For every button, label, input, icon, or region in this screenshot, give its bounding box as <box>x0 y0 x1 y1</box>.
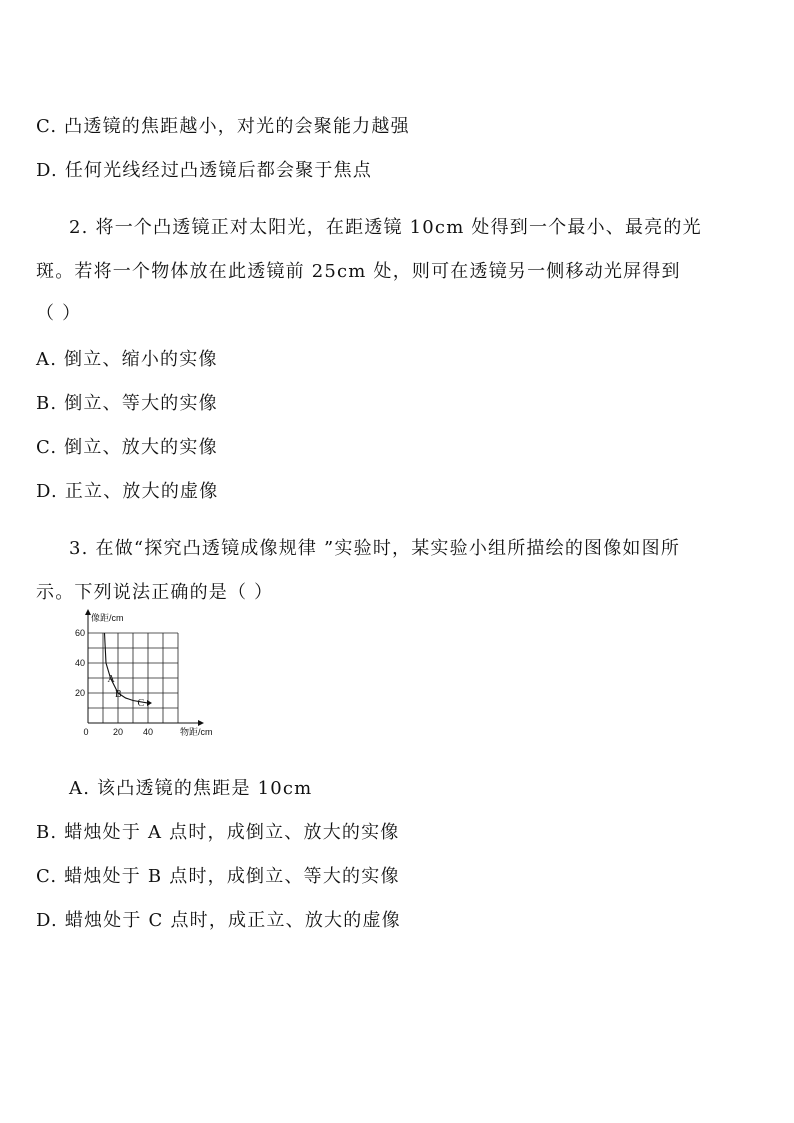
q2-option-b: B. 倒立、等大的实像 <box>36 393 218 414</box>
x-tick-label: 0 <box>83 727 89 737</box>
q2-stem-line-3: （ ） <box>36 303 82 324</box>
y-tick-label: 20 <box>74 688 85 698</box>
q1-option-d: D. 任何光线经过凸透镜后都会聚于焦点 <box>36 160 373 181</box>
data-series-line <box>105 633 149 703</box>
point-label-a: A <box>107 674 115 685</box>
y-tick-label: 40 <box>74 658 85 668</box>
q2-stem-line-2: 斑。若将一个物体放在此透镜前 25cm 处，则可在透镜另一侧移动光屏得到 <box>36 261 681 282</box>
q1-option-c: C. 凸透镜的焦距越小，对光的会聚能力越强 <box>36 116 410 137</box>
x-tick-label: 40 <box>142 727 154 737</box>
q3-option-c: C. 蜡烛处于 B 点时，成倒立、等大的实像 <box>36 866 400 887</box>
q3-option-d: D. 蜡烛处于 C 点时，成正立、放大的虚像 <box>36 910 401 931</box>
q2-option-a: A. 倒立、缩小的实像 <box>36 349 218 370</box>
chart-grid <box>88 633 178 723</box>
y-tick-label: 60 <box>74 628 85 638</box>
q3-option-a: A. 该凸透镜的焦距是 10cm <box>69 778 313 799</box>
q2-option-c: C. 倒立、放大的实像 <box>36 437 218 458</box>
chart-svg <box>68 613 228 744</box>
point-label-b: B <box>115 689 122 700</box>
y-axis-title: 像距/cm <box>91 613 124 623</box>
chart-curve <box>105 633 153 706</box>
q3-option-b: B. 蜡烛处于 A 点时，成倒立、放大的实像 <box>36 822 400 843</box>
x-tick-label: 20 <box>112 727 124 737</box>
image-distance-chart <box>68 613 228 744</box>
q3-stem-line-2: 示。下列说法正确的是（ ） <box>36 582 274 603</box>
curve-arrow <box>147 700 152 706</box>
q2-stem-line-1: 2. 将一个凸透镜正对太阳光，在距透镜 10cm 处得到一个最小、最亮的光 <box>69 217 702 238</box>
chart-labels <box>75 612 213 737</box>
q2-option-d: D. 正立、放大的虚像 <box>36 481 219 502</box>
q3-stem-line-1: 3. 在做“探究凸透镜成像规律 ”实验时，某实验小组所描绘的图像如图所 <box>69 538 681 559</box>
point-label-c: C <box>137 698 145 709</box>
x-axis-title: 物距/cm <box>180 727 213 737</box>
x-axis-arrow <box>198 720 204 726</box>
